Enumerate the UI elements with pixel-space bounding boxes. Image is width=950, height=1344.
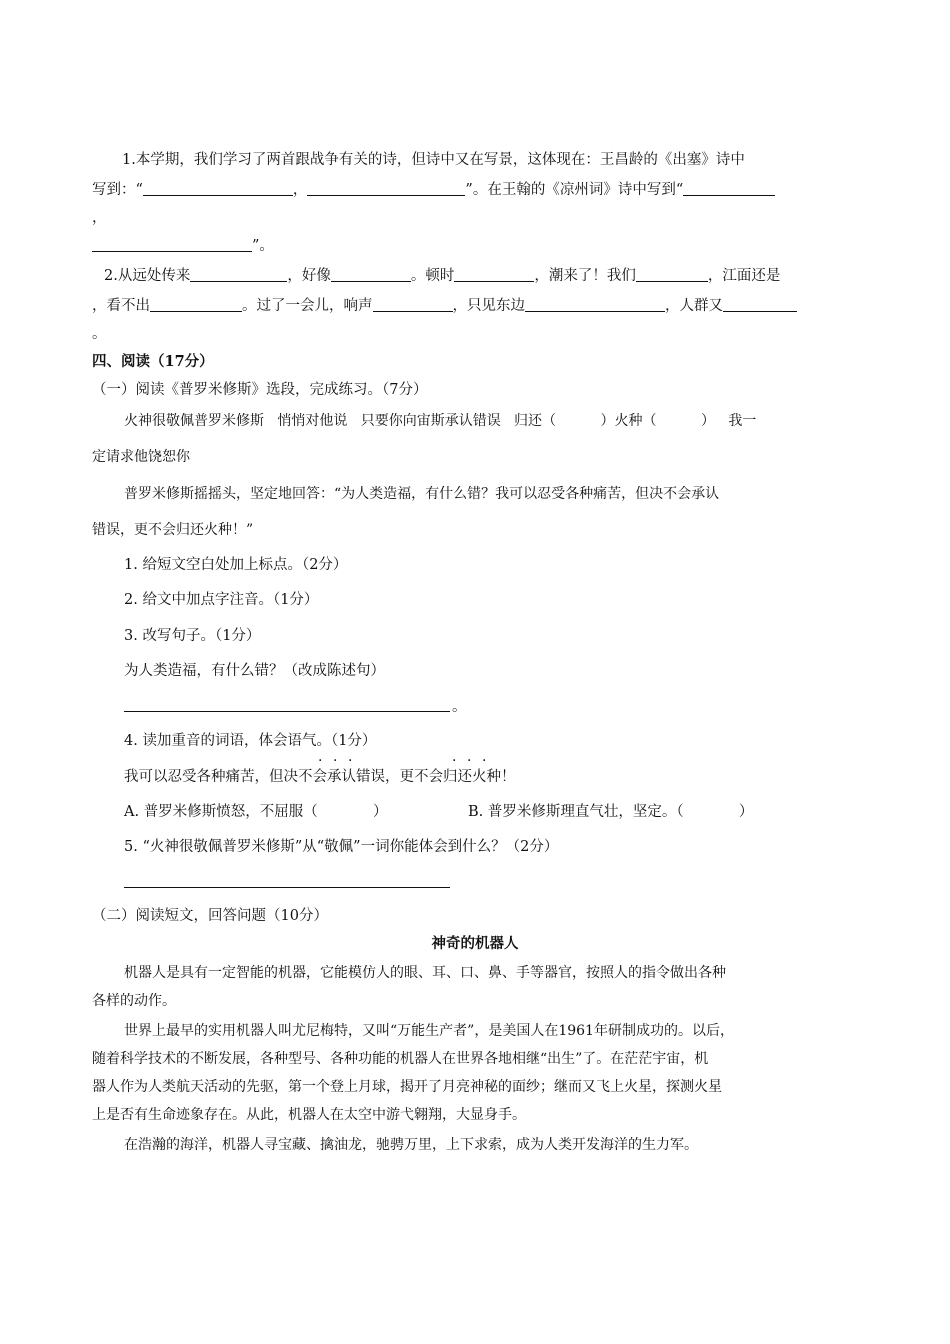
article-line: 随着科学技术的不断发展，各种型号、各种功能的机器人在世界各地相继“出生”了。在茫茫宇宙，机 (92, 1051, 709, 1067)
article-line: 器人作为人类航天活动的先驱，第一个登上月球，揭开了月亮神秘的面纱；继而又飞上火星，探测火星 (92, 1079, 722, 1095)
emphasis-dot: · (452, 753, 457, 769)
question-3-sentence: 为人类造福，有什么错？（改成陈述句） (124, 663, 385, 679)
article-line: 在浩瀚的海洋，机器人寻宝藏、擒油龙，驰骋万里，上下求索，成为人类开发海洋的生力军。 (124, 1137, 698, 1153)
q2-text: 2.从远处传来 (104, 268, 191, 284)
passage-line: 普罗米修斯摇摇头，坚定地回答：“为人类造福，有什么错？我可以忍受各种痛苦，但决不会承认 (124, 486, 720, 502)
q1-line4-text: ”。 (252, 238, 274, 254)
blank[interactable] (307, 181, 465, 196)
blank[interactable] (454, 267, 534, 282)
answer-period: 。 (452, 699, 467, 715)
blank[interactable] (723, 297, 797, 312)
emphasis-dot: · (318, 753, 323, 769)
q2-line2 (92, 296, 797, 316)
blank[interactable] (92, 237, 252, 252)
question-4-sentence: 我可以忍受各种痛苦，但决不会承认错误，更不会归还火种！ (124, 769, 516, 785)
emphasis-dot: · (333, 753, 338, 769)
section-heading: 四、阅读（17分） (92, 353, 214, 370)
option-a[interactable]: A. 普罗米修斯愤怒，不屈服（ ） (124, 804, 388, 820)
question-1: 1. 给短文空白处加上标点。（2分） (124, 557, 348, 573)
q1-line4 (92, 236, 274, 256)
option-b[interactable]: B. 普罗米修斯理直气壮，坚定。（ ） (468, 804, 754, 820)
emphasis-dot: · (348, 753, 353, 769)
blank[interactable] (150, 297, 242, 312)
blank[interactable] (190, 267, 287, 282)
q1-line2-text-b: ， (292, 182, 308, 198)
question-5: 5. “火神很敬佩普罗米修斯”从“敬佩”一词你能体会到什么？（2分） (124, 839, 559, 855)
article-line: 各样的动作。 (92, 993, 176, 1009)
article-line: 机器人是具有一定智能的机器，它能模仿人的眼、耳、口、鼻、手等器官，按照人的指令做出各种 (124, 965, 726, 981)
part1-title: （一）阅读《普罗米修斯》选段，完成练习。（7分） (92, 382, 428, 398)
q1-line2 (92, 180, 775, 200)
answer-line[interactable] (124, 711, 450, 712)
question-4: 4. 读加重音的词语，体会语气。（1分） (124, 733, 377, 749)
passage-line: 定请求他饶恕你 (92, 449, 190, 465)
q2-text: ，潮来了！我们 (534, 268, 636, 284)
q2-text: ，江面还是 (707, 268, 781, 284)
q1-line2-text-c: ”。在王翰的《凉州词》诗中写到“ (465, 182, 684, 198)
blank[interactable] (331, 267, 411, 282)
article-title: 神奇的机器人 (431, 935, 519, 952)
blank[interactable] (373, 297, 453, 312)
q2-text: ，看不出 (92, 298, 150, 314)
answer-line[interactable] (124, 887, 450, 888)
emphasis-dot: · (467, 753, 472, 769)
blank[interactable] (525, 297, 665, 312)
blank[interactable] (683, 181, 775, 196)
article-line: 上是否有生命迹象存在。从此，机器人在太空中游弋翱翔，大显身手。 (92, 1107, 526, 1123)
article-line: 世界上最早的实用机器人叫尤尼梅特，又叫“万能生产者”，是美国人在1961年研制成功的。以后， (124, 1023, 734, 1039)
q2-text: 。过了一会儿，响声 (242, 298, 373, 314)
part2-title: （二）阅读短文，回答问题（10分） (92, 908, 328, 924)
q2-line1 (104, 266, 780, 286)
blank[interactable] (143, 181, 293, 196)
passage-line: 错误，更不会归还火种！” (92, 522, 254, 538)
q1-line3: ， (92, 210, 107, 226)
q1-line2-text-a: 写到：“ (92, 182, 143, 198)
passage-line: 火神很敬佩普罗米修斯 悄悄对他说 只要你向宙斯承认错误 归还（ ）火种（ ） 我一 (124, 413, 757, 429)
q2-text: 。顿时 (410, 268, 455, 284)
q2-text: ，只见东边 (452, 298, 525, 314)
question-3: 3. 改写句子。（1分） (124, 628, 261, 644)
q2-line3: 。 (92, 326, 107, 342)
blank[interactable] (636, 267, 708, 282)
q1-line1: 1.本学期，我们学习了两首跟战争有关的诗，但诗中又在写景，这体现在：王昌龄的《出塞》诗中 (122, 152, 745, 168)
q2-text: ，好像 (287, 268, 331, 284)
question-2: 2. 给文中加点字注音。（1分） (124, 592, 319, 608)
q2-text: ，人群又 (665, 298, 723, 314)
emphasis-dot: · (482, 753, 487, 769)
